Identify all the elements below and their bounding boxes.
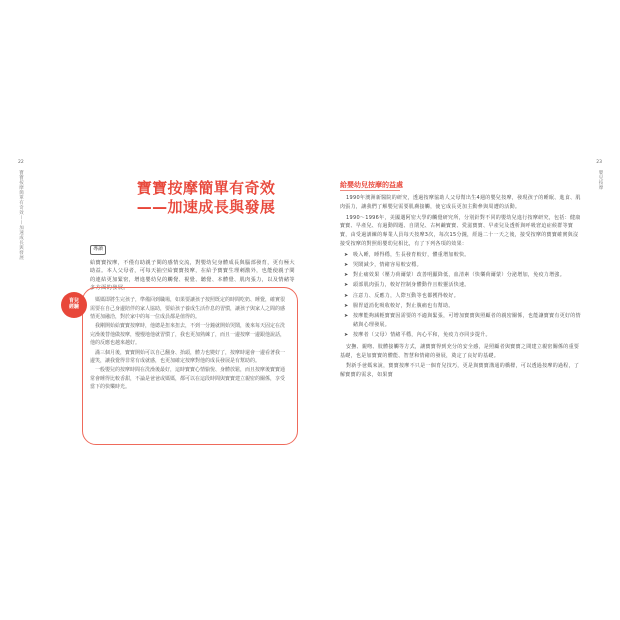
list-item xyxy=(344,251,582,260)
chapter-title-line1: 寶寶按摩簡單有奇效 xyxy=(136,179,276,197)
list-item-text: 腸胃道消化吸收較好，對止腹痛也有幫助。 xyxy=(353,302,454,309)
intro-paragraph: 給寶寶按摩，不僅有助親子間的感情交流，對嬰幼兒身體成長與腦部發育，更有極大助益。本人父母者，可每天抽空給寶寶按摩，在給予寶寶生理刺激外，也能使親子間的連結更加緊密，增進嬰幼兒的觸覺、視覺、聽覺、本體覺、肌肉張力，以及情緒等多方面的發展。 xyxy=(90,260,295,292)
page-number-right: 23 xyxy=(596,160,602,165)
list-item xyxy=(344,292,582,301)
effects-list xyxy=(344,251,582,340)
list-item-text: 對止痛效果（壓力荷爾蒙）改善明顯降低，血清素（快樂荷爾蒙）分泌增加，免疫力增強。 xyxy=(353,272,566,278)
experience-badge xyxy=(61,292,87,318)
list-item xyxy=(344,261,582,270)
bullet-arrow-icon: ➤ xyxy=(344,261,349,268)
list-item-text: 按摩者（父母）情緒平穩，內心平和，免疫力亦同步提升。 xyxy=(353,332,491,338)
list-item-text: 注意力、反應力，人際互動等也都獲得較好。 xyxy=(353,292,460,299)
book-spread xyxy=(18,158,603,464)
body-paragraph: 1990年澳洲新醫院的研究，透過按摩協助人父母幫出生4週的嬰兒按摩，發現孩子的睡眠、進食、肌肉張力，讓我們了解嬰兒需要肌膚接觸，使它成長更加主動參與周遭的活動。 xyxy=(340,195,581,210)
body-paragraph: 對新手爸媽來說，寶寶按摩不只是一個育兒技巧，更是與寶寶溝通的橋樑，可以透過按摩的過程，了解寶寶的需求，如果寶 xyxy=(340,363,580,378)
experience-paragraph: 我剛開始給寶寶按摩時，他總是扭來扭去，不到一分鐘就開始哭鬧，後來每天固定在洗完澡後替他做按摩，慢慢地他就習慣了，我也更加熟練了，而且一邊按摩一邊跟他說話，他的反應也越來越好。 xyxy=(90,323,286,347)
list-item-text: 吸入睡，睡得穩，生長發育較好，體重增加較快。 xyxy=(353,251,470,258)
running-head-left: 寶寶按摩簡單有奇效——加速成長與發展 xyxy=(18,170,24,260)
experience-badge-label: 育兒 經驗 xyxy=(68,298,79,311)
intro-tag: 導讀 xyxy=(90,245,106,255)
experience-paragraph: 一般嬰兒的按摩時間在洗澡後最好，這時寶寶心情愉悅、身體放鬆，而且按摩後寶寶通常會睡得比較香甜，不論是爸爸或媽媽，都可以在這段時間與寶寶建立親密的關係，享受當下的快樂時光。 xyxy=(90,367,286,391)
list-item xyxy=(344,302,582,311)
right-page xyxy=(310,158,603,464)
list-item xyxy=(344,331,582,340)
bullet-arrow-icon: ➤ xyxy=(344,292,349,299)
list-item-text: 哭鬧減少，情緒容易較安穩。 xyxy=(353,261,422,268)
bullet-arrow-icon: ➤ xyxy=(344,282,349,289)
chapter-title-line2: ——加速成長與發展 xyxy=(136,197,276,216)
experience-paragraph: 媽媽即將生完孩子，準備回到職場，如果要讓孩子按照既定的時間吃奶、睡覺，確實很需要在自己身邊陪伴的家人協助，要給孩子養成生活作息的習慣，讓孩子與家人之間的感情更加融洽，對於家中的每一位成員都是值得的。 xyxy=(90,297,286,321)
chapter-title xyxy=(116,179,296,217)
bullet-arrow-icon: ➤ xyxy=(344,313,349,319)
experience-text xyxy=(90,296,288,393)
running-head-right: 嬰兒按摩 xyxy=(598,170,603,190)
list-item-text: 按摩能夠減輕寶寶因需要的不適與緊張，可增加寶寶與照顧者的親密關係，也能讓寶寶有更好的情緒與心理發展。 xyxy=(353,313,581,328)
body-paragraph: 安撫、親吻、肢體接觸等方式，讓寶寶得到充分的安全感，是照顧者與寶寶之間建立親密關係的重要基礎，也是加寶寶的體能、智慧和情緒的發展，奠定了良好的基礎。 xyxy=(340,343,580,359)
list-item xyxy=(344,281,582,290)
bullet-arrow-icon: ➤ xyxy=(344,272,349,278)
bullet-arrow-icon: ➤ xyxy=(344,332,349,338)
left-page xyxy=(18,158,310,464)
list-item xyxy=(344,271,582,280)
page-number-left: 22 xyxy=(18,160,24,165)
bullet-arrow-icon: ➤ xyxy=(344,251,349,258)
experience-paragraph: 滿三個月後，寶寶開始可以自己翻身、抬頭，體力也變好了，按摩時還會一邊看著我一邊笑，讓我覺得非常有成就感，也更加確定按摩對他的成長發展是有幫助的。 xyxy=(90,349,286,365)
list-item xyxy=(344,312,582,330)
list-item-text: 頭部肌肉張力，較好控制身體動作且較靈活快速。 xyxy=(353,282,470,289)
bullet-arrow-icon: ➤ xyxy=(344,302,349,309)
right-body-text xyxy=(340,194,582,382)
section-heading: 給嬰幼兒按摩的益處 xyxy=(340,181,403,189)
body-paragraph: 1990～1996年，美國邁阿密大學的觸覺研究所，分別針對不同的嬰幼兒進行按摩研究，包括：健康寶寶、早產兒、有過動問題、自閉兒、古柯鹼寶寶、愛滋寶寶、早產兒及透析與呼吸窘迫症候群等寶寶，由受過訓練的專業人員每天按摩3次，每次15分鐘，經過二十一天之後，接受按摩的寶寶確實與沒接受按摩的對照組嬰幼兒相比，有了下列各項的效果： xyxy=(340,214,581,247)
section-heading-underline xyxy=(340,190,400,191)
